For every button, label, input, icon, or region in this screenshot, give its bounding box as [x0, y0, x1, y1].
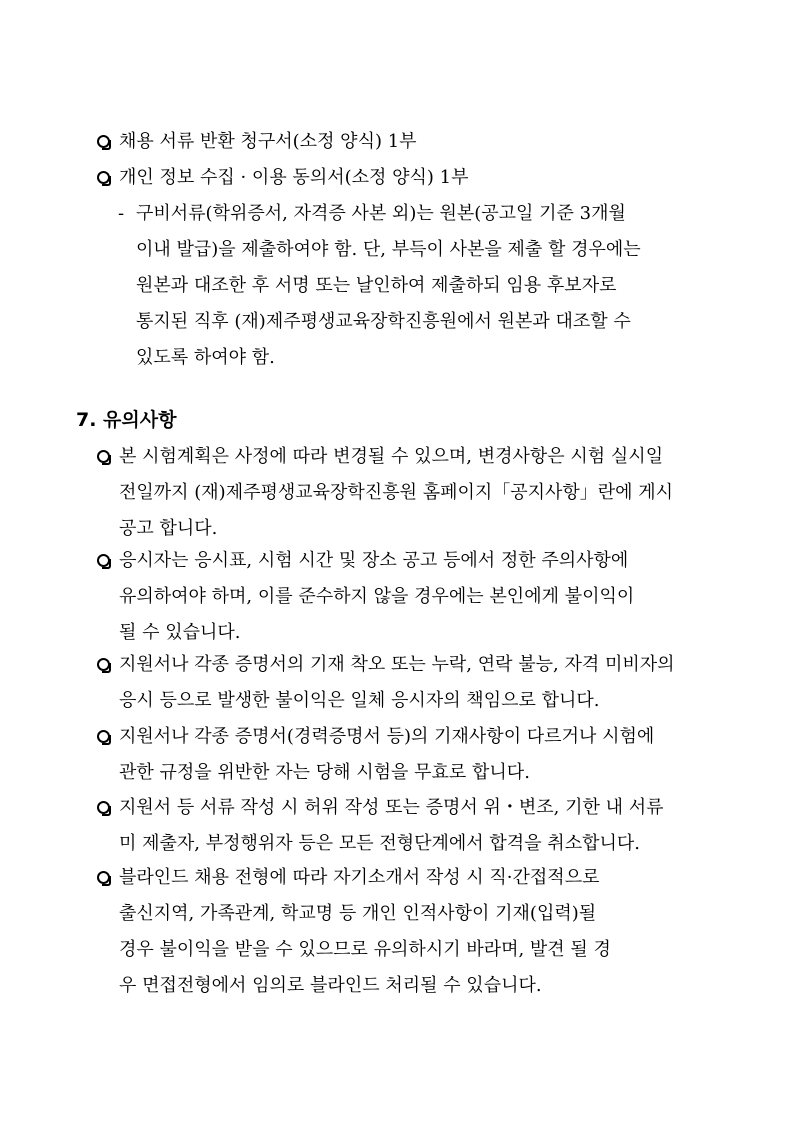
doc-list-item-text: 개인 정보 수집 · 이용 동의서(소정 양식) 1부 [119, 167, 469, 188]
caution-line: 우 면접전형에서 임의로 블라인드 처리될 수 있습니다. [119, 975, 542, 996]
caution-line: 출신지역, 가족관계, 학교명 등 개인 인적사항이 기재(입력)될 [119, 903, 597, 924]
docs-note [118, 196, 728, 376]
doc-list-item [97, 124, 727, 160]
caution-line: 공고 합니다. [119, 518, 218, 539]
caution-line: 미 제출자, 부정행위자 등은 모든 전형단계에서 합격을 취소합니다. [119, 833, 640, 854]
note-line: 구비서류(학위증서, 자격증 사본 외)는 원본(공고일 기준 3개월 [136, 203, 626, 224]
circle-check-icon [97, 658, 110, 671]
circle-check-icon [97, 171, 110, 184]
caution-line: 전일까지 (재)제주평생교육장학진흥원 홈페이지「공지사항」란에 게시 [119, 482, 674, 503]
caution-line: 지원서 등 서류 작성 시 허위 작성 또는 증명서 위・변조, 기한 내 서류 [119, 797, 664, 818]
circle-check-icon [97, 871, 110, 884]
caution-line: 유의하여야 하며, 이를 준수하지 않을 경우에는 본인에게 불이익이 [119, 586, 635, 607]
caution-line: 본 시험계획은 사정에 따라 변경될 수 있으며, 변경사항은 시험 실시일 [119, 446, 664, 467]
note-line: 원본과 대조한 후 서명 또는 날인하여 제출하되 임용 후보자로 [136, 275, 617, 296]
caution-item [97, 543, 727, 651]
caution-item [97, 647, 727, 719]
circle-check-icon [97, 450, 110, 463]
caution-line: 지원서나 각종 증명서의 기재 착오 또는 누락, 연락 불능, 자격 미비자의 [119, 654, 675, 675]
caution-line: 관한 규정을 위반한 자는 당해 시험을 무효로 합니다. [119, 762, 530, 783]
note-line: 통지된 직후 (재)제주평생교육장학진흥원에서 원본과 대조할 수 [136, 311, 631, 332]
circle-check-icon [97, 730, 110, 743]
circle-check-icon [97, 135, 110, 148]
caution-item [97, 860, 727, 1004]
doc-list-item-text: 채용 서류 반환 청구서(소정 양식) 1부 [119, 131, 417, 152]
note-dash: - [118, 203, 125, 224]
caution-line: 될 수 있습니다. [119, 622, 241, 643]
caution-line: 경우 불이익을 받을 수 있으므로 유의하시기 바라며, 발견 될 경 [119, 939, 611, 960]
doc-list-item [97, 160, 727, 196]
caution-line: 응시 등으로 발생한 불이익은 일체 응시자의 책임으로 합니다. [119, 690, 600, 711]
caution-line: 지원서나 각종 증명서(경력증명서 등)의 기재사항이 다르거나 시험에 [119, 726, 655, 747]
note-line: 있도록 하여야 함. [136, 347, 275, 368]
section-heading: 7. 유의사항 [76, 409, 177, 431]
circle-check-icon [97, 554, 110, 567]
caution-item [97, 790, 727, 862]
circle-check-icon [97, 801, 110, 814]
caution-line: 블라인드 채용 전형에 따라 자기소개서 작성 시 직·간접적으로 [119, 867, 600, 888]
note-line: 이내 발급)을 제출하여야 함. 단, 부득이 사본을 제출 할 경우에는 [136, 239, 641, 260]
caution-item [97, 439, 727, 547]
caution-line: 응시자는 응시표, 시험 시간 및 장소 공고 등에서 정한 주의사항에 [119, 550, 629, 571]
caution-item [97, 719, 727, 791]
